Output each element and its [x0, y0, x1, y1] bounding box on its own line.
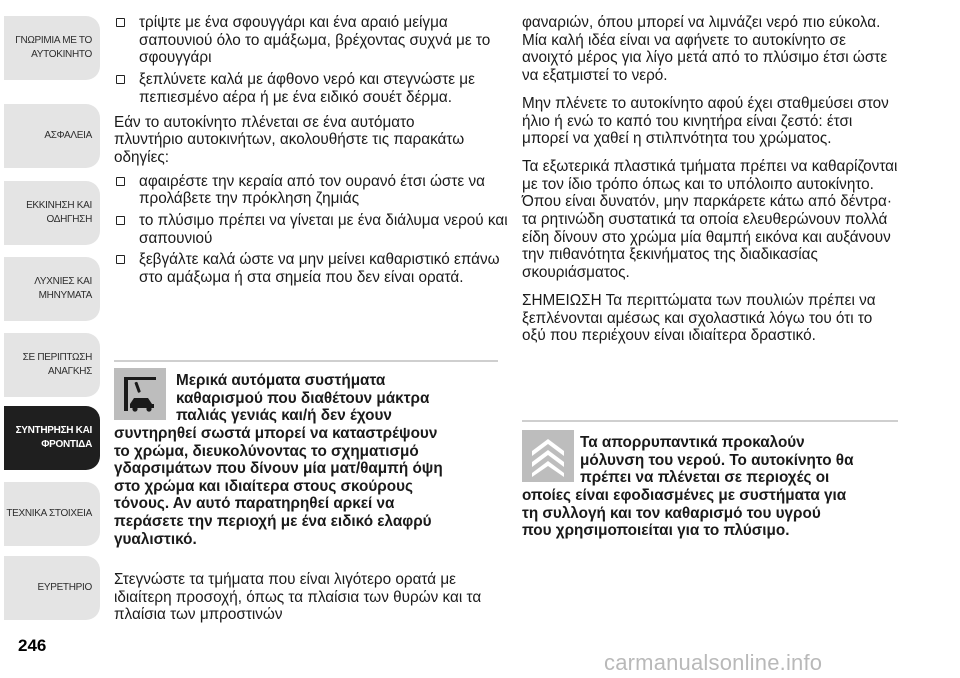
divider	[114, 360, 498, 362]
right-column	[522, 14, 898, 345]
list-item	[114, 251, 509, 286]
checkbox-bullet-icon	[116, 18, 125, 27]
warning-line: στο χρώμα και ιδιαίτερα στους σκούρους	[114, 477, 413, 495]
tab-lights-messages[interactable]	[4, 257, 100, 321]
environment-note	[522, 420, 898, 550]
note-label: ΣΗΜΕΙΩΣΗ	[522, 291, 602, 309]
tab-label: ΕΚΚΙΝΗΣΗ ΚΑΙ ΟΔΗΓΗΣΗ	[26, 200, 92, 225]
tab-maintenance-care[interactable]	[4, 406, 100, 470]
environment-line: οποίες είναι εφοδιασμένες με συστήματα για	[522, 487, 847, 504]
list-item	[114, 14, 519, 67]
warning-line: παλιάς γενιάς και/ή δεν έχουν	[176, 407, 392, 425]
warning-line: γυαλιστικό.	[114, 530, 197, 548]
warning-header	[176, 372, 496, 425]
environment-line: μόλυνση του νερού. Το αυτοκίνητο θα	[580, 451, 854, 469]
list-item-text: τρίψτε με ένα σφουγγάρι και ένα αραιό μείγμα σαπουνιού όλο το αμάξωμα, βρέχοντας συχνά με το σφουγγάρι	[139, 14, 491, 67]
chapter-sidebar	[0, 0, 104, 630]
warning-line: Μερικά αυτόματα συστήματα	[176, 372, 386, 389]
checkbox-bullet-icon	[116, 216, 125, 225]
left-column	[114, 14, 508, 287]
divider	[522, 420, 898, 422]
tab-safety[interactable]	[4, 104, 100, 168]
list-item	[114, 173, 509, 208]
environment-chevron-icon	[522, 430, 574, 482]
warning-body	[114, 425, 498, 548]
warning-note	[114, 360, 498, 560]
tab-technical-data[interactable]	[4, 482, 100, 546]
tab-starting-driving[interactable]	[4, 181, 100, 245]
tab-label: ΛΥΧΝΙΕΣ ΚΑΙ ΜΗΝΥΜΑΤΑ	[34, 276, 92, 301]
list-item-text: αφαιρέστε την κεραία από τον ουρανό έτσι ώστε να προλάβετε την πρόκληση ζημιάς	[139, 172, 485, 208]
list-item-text: ξεπλύνετε καλά με άφθονο νερό και στεγνώστε με πεπιεσμένο αέρα ή με ένα ειδικό σουέτ δέρμα.	[139, 71, 475, 106]
paragraph: Τα εξωτερικά πλαστικά τμήματα πρέπει να καθαρίζονται με τον ίδιο τρόπο όπως και το υπόλοιπο αυτοκίνητο. Όπου είναι δυνατόν, μην παρκάρετε κάτω από δέντρα· τα ρητινώδη συστατικά τα οποία ελευθερώνουν πολλά είδη δίνουν στο χρώμα μία θαμπή εικόνα και αυξάνουν την πιθανότητα ξεκινήματος της διαδικασίας σκουριάσματος.	[522, 157, 898, 282]
warning-line: περάσετε την περιοχή με ένα ειδικό ελαφρύ	[114, 512, 432, 530]
paragraph: Στεγνώστε τα τμήματα που είναι λιγότερο ορατά με ιδιαίτερη προσοχή, όπως τα πλαίσια των θυρών και τα πλαίσια των μπροστινών	[114, 571, 482, 624]
paragraph: Μην πλένετε το αυτοκίνητο αφού έχει σταθμεύσει στον ήλιο ή ενώ το καπό του κινητήρα είναι ζεστό: έτσι μπορεί να χαθεί η στιλπνότητα του χρώματος.	[522, 94, 889, 148]
paragraph: Εάν το αυτοκίνητο πλένεται σε ένα αυτόματο πλυντήριο αυτοκινήτων, ακολουθήστε τις παρακάτω οδηγίες:	[114, 113, 465, 166]
tab-index[interactable]	[4, 556, 100, 620]
tab-label: ΣΕ ΠΕΡΙΠΤΩΣΗ ΑΝΑΓΚΗΣ	[22, 352, 92, 377]
tab-emergency[interactable]	[4, 333, 100, 397]
environment-line: πρέπει να πλένεται σε περιοχές οι	[580, 469, 830, 487]
environment-line: τη συλλογή και τον καθαρισμό του υγρού	[522, 504, 821, 522]
note-paragraph	[522, 292, 898, 345]
watermark: carmanualsonline.info	[604, 650, 823, 675]
environment-header	[580, 434, 898, 487]
warning-line: συντηρηθεί σωστά μπορεί να καταστρέψουν	[114, 425, 438, 442]
environment-body	[522, 487, 898, 540]
tab-label: ΕΥΡΕΤΗΡΙΟ	[37, 582, 92, 593]
environment-line: που χρησιμοποιείται για το πλύσιμο.	[522, 522, 790, 540]
checkbox-bullet-icon	[116, 75, 125, 84]
checkbox-bullet-icon	[116, 177, 125, 186]
warning-line: το χρώμα, διευκολύνοντας το σχηματισμό	[114, 442, 419, 460]
tab-label: ΤΕΧΝΙΚΑ ΣΤΟΙΧΕΙΑ	[6, 508, 92, 519]
tab-label: ΣΥΝΤΗΡΗΣΗ ΚΑΙ ΦΡΟΝΤΙΔΑ	[15, 425, 92, 450]
list-item	[114, 71, 494, 106]
warning-line: τόνους. Αν αυτό παρατηρηθεί αρκεί να	[114, 495, 395, 513]
car-wash-warning-icon	[114, 368, 166, 420]
environment-line: Τα απορρυπαντικά προκαλούν	[580, 434, 805, 451]
list-item	[114, 212, 509, 247]
list-item-text: ξεβγάλτε καλά ώστε να μην μείνει καθαριστικό επάνω στο αμάξωμα ή στα σημεία που δεν είναι ορατά.	[139, 251, 500, 287]
warning-line: καθαρισμού που διαθέτουν μάκτρα	[176, 389, 430, 407]
tab-label: ΓΝΩΡΙΜΙΑ ΜΕ ΤΟ ΑΥΤΟΚΙΝΗΤΟ	[15, 35, 92, 60]
page-number: 246	[18, 636, 47, 655]
warning-line: γδαρσιμάτων που δίνουν μία ματ/θαμπή όψη	[114, 460, 443, 478]
paragraph: φαναριών, όπου μπορεί να λιμνάζει νερό πιο εύκολα. Μία καλή ιδέα είναι να αφήνετε το αυτοκίνητο σε ανοιχτό μέρος για λίγο μετά από το πλύσιμο έτσι ώστε να εξατμιστεί το νερό.	[522, 14, 888, 85]
tab-label: ΑΣΦΑΛΕΙΑ	[44, 130, 92, 141]
note-text: Τα περιττώματα των πουλιών πρέπει να ξεπλένονται αμέσως και σχολαστικά λόγω του ότι το οξύ που περιέχουν είναι ιδιαίτερα δραστικό.	[522, 291, 876, 345]
checkbox-bullet-icon	[116, 255, 125, 264]
tab-getting-to-know[interactable]	[4, 16, 100, 80]
list-item-text: το πλύσιμο πρέπει να γίνεται με ένα διάλυμα νερού και σαπουνιού	[139, 212, 508, 247]
